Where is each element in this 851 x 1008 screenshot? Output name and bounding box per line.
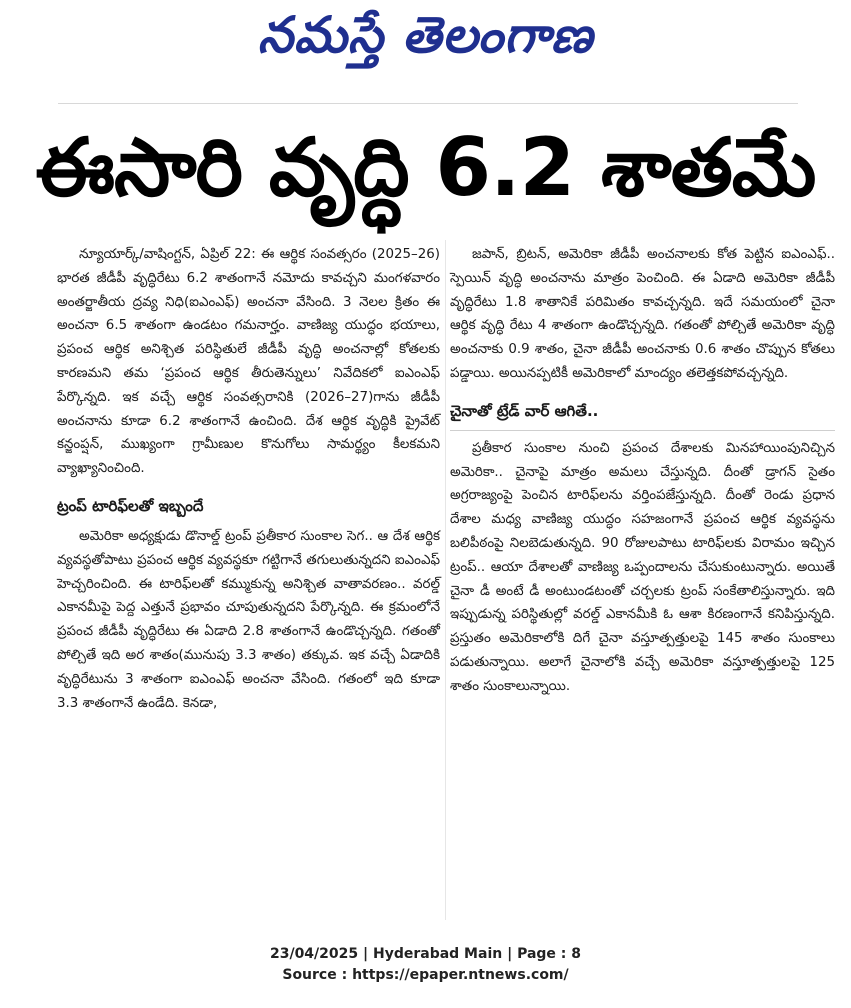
left-subheading: ట్రంప్ టారిఫ్‌లతో ఇబ్బందే	[57, 496, 204, 515]
source-link[interactable]: Source : https://epaper.ntnews.com/	[282, 967, 569, 983]
column-divider	[445, 240, 446, 920]
right-subheading: చైనాతో ట్రేడ్ వార్ ఆగితే..	[450, 401, 599, 420]
masthead-divider	[58, 103, 798, 104]
right-intro-paragraph: జపాన్, బ్రిటన్, అమెరికా జీడీపీ అంచనాలకు కోత పెట్టిన ఐఎంఎఫ్.. స్పెయిన్ వృద్ధి అంచనాను మాత్రం పెంచింది. ఈ ఏడాది అమెరికా జీడీపీ వృద్ధిరేటు 1.8 శాతానికే పరిమితం కావచ్చన్నది. ఇదే సమయంలో చైనా ఆర్థిక వృద్ధి రేటు 4 శాతంగా ఉండొచ్చన్నది. గతంతో పోల్చితే అమెరికా వృద్ధి అంచనాకు 0.9 శాతం, చైనా జీడీపీ అంచనాకు 0.6 శాతం చొప్పున కోతలు పడ్డాయి. అయినప్పటికీ అమెరికాలో మాంద్యం తలెత్తకపోవచ్చన్నది.	[450, 247, 835, 381]
masthead-title: నమస్తే తెలంగాణ	[257, 6, 594, 64]
left-body-paragraph: అమెరికా అధ్యక్షుడు డొనాల్డ్ ట్రంప్ ప్రతీకార సుంకాల సెగ.. ఆ దేశ ఆర్థిక వ్యవస్థతోపాటు ప్రపంచ ఆర్థిక వ్యవస్థకూ గట్టిగానే తగులుతున్నదని ఐఎంఎఫ్ హెచ్చరించింది. ఈ టారిఫ్‌లతో కమ్ముకున్న అనిశ్చిత వాతావరణం.. వరల్డ్ ఎకానమీపై పెద్ద ఎత్తునే ప్రభావం చూపుతున్నదని పేర్కొన్నది. ఈ క్రమంలోనే ప్రపంచ జీడీపీ వృద్ధిరేటు ఈ ఏడాది 2.8 శాతంగానే ఉండొచ్చన్నది. గతంతో పోల్చితే ఇది అర శాతం(మునుపు 3.3 శాతం) తక్కువ. ఇక వచ్చే ఏడాదికి వృద్ధిరేటును 3 శాతంగా ఐఎంఎఫ్ అంచనా వేసింది. గతంలో ఇది కూడా 3.3 శాతంగానే ఉండేది. కెనడా,	[57, 528, 440, 711]
headline-text: ఈసారి వృద్ధి 6.2 శాతమే	[35, 121, 816, 214]
right-subheading-underline	[450, 430, 835, 431]
left-intro-paragraph: న్యూయార్క్/వాషింగ్టన్, ఏప్రిల్ 22: ఈ ఆర్థిక సంవత్సరం (2025–26) భారత జీడీపీ వృద్ధిరేటు 6.2 శాతంగానే నమోదు కావచ్చని మంగళవారం అంతర్జాతీయ ద్రవ్య నిధి(ఐఎంఎఫ్) అంచనా వేసింది. 3 నెలల క్రితం ఈ అంచనా 6.5 శాతంగా ఉండటం గమనార్హం. వాణిజ్య యుద్ధం భయాలు, ప్రపంచ ఆర్థిక అనిశ్చిత పరిస్థితులే జీడీపీ వృద్ధి అంచనాల్లో కోతలకు కారణమని తమ ‘ప్రపంచ ఆర్థిక తీరుతెన్నులు’ నివేదికలో ఐఎంఎఫ్ పేర్కొన్నది. ఇక వచ్చే ఆర్థిక సంవత్సరానికి (2026–27)గాను జీడీపీ అంచనాను కూడా 6.2 శాతంగానే ఉంచింది. దేశ ఆర్థిక వృద్ధికి ప్రైవేట్ కన్జంప్షన్, ముఖ్యంగా గ్రామీణుల కొనుగోలు సామర్థ్యం కీలకమని వ్యాఖ్యానించింది.	[57, 247, 440, 477]
headline	[0, 108, 851, 228]
edition-info: 23/04/2025 | Hyderabad Main | Page : 8	[269, 946, 582, 962]
right-body-paragraph: ప్రతీకార సుంకాల నుంచి ప్రపంచ దేశాలకు మినహాయింపునిచ్చిన అమెరికా.. చైనాపై మాత్రం అమలు చేస్తున్నది. దీంతో డ్రాగన్ సైతం అగ్రరాజ్యంపై పెంచిన టారిఫ్‌లను వర్తింపజేస్తున్నది. దీంతో రెండు ప్రధాన దేశాల మధ్య వాణిజ్య యుద్ధం సహజంగానే ప్రపంచ ఆర్థిక వ్యవస్థను బలిపీఠంపై నిలబెడుతున్నది. 90 రోజులపాటు టారిఫ్‌లకు విరామం ఇచ్చిన ట్రంప్.. ఆయా దేశాలతో వాణిజ్య ఒప్పందాలను చేసుకుంటున్నారు. అయితే చైనా డీ అంటే డీ అంటుండటంతో చర్చలకు ట్రంప్ సంకేతాలిస్తున్నారు. ఇది ఇప్పుడున్న పరిస్థితుల్లో వరల్డ్ ఎకానమీకి ఓ ఆశా కిరణంగానే కనిపిస్తున్నది. ప్రస్తుతం అమెరికాలోకి దిగే చైనా వస్తూత్పత్తులపై 145 శాతం సుంకాలు పడుతున్నాయి. అలాగే చైనాలోకి వచ్చే అమెరికా వస్తూత్పత్తులపై 125 శాతం సుంకాలున్నాయి.	[450, 440, 835, 694]
masthead	[0, 6, 851, 76]
article-right-column	[450, 243, 835, 699]
article-left-column	[57, 243, 440, 715]
